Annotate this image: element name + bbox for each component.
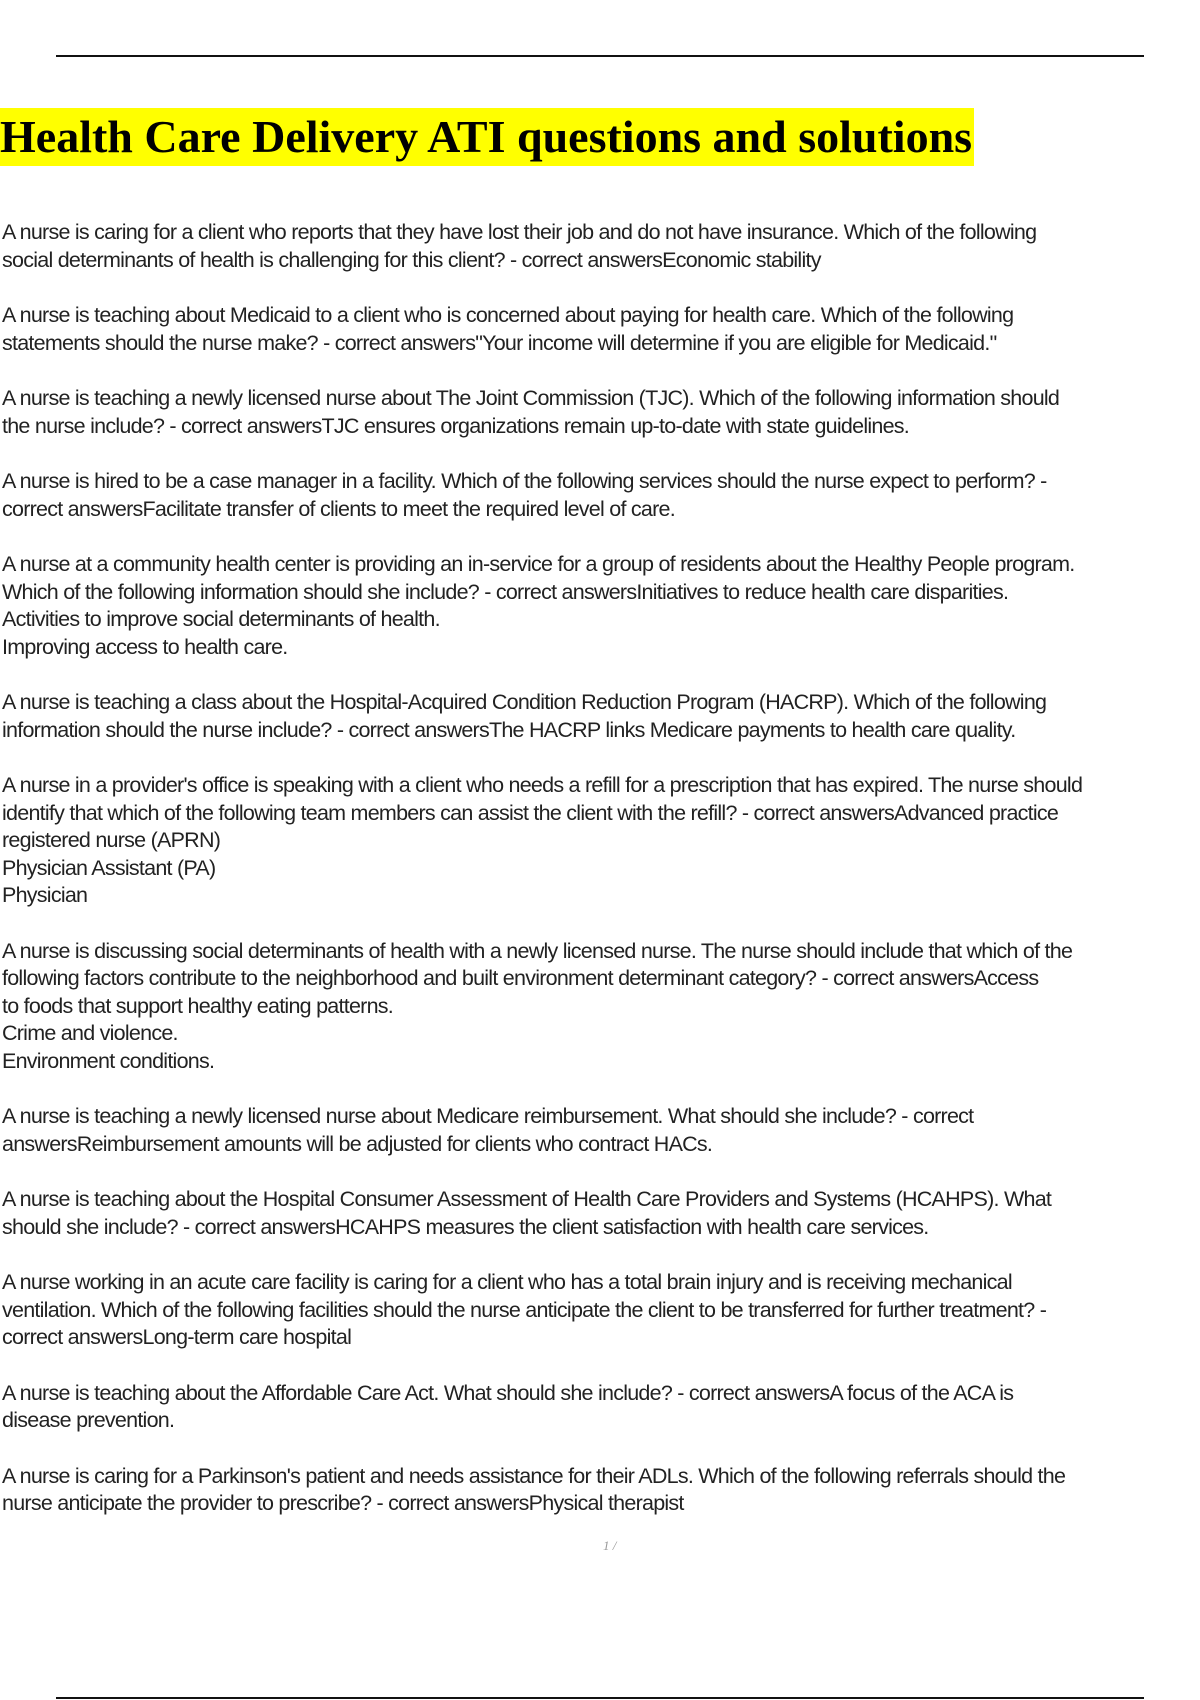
qa-entry bbox=[2, 468, 1198, 523]
qa-text-line: A nurse is caring for a client who reports that they have lost their job and do not have insurance. Which of the following bbox=[2, 220, 1037, 244]
qa-text-line: identify that which of the following team members can assist the client with the refill? - correct answersAdvanced practice bbox=[2, 800, 1059, 825]
qa-entry bbox=[2, 938, 1198, 1076]
qa-text-line: A nurse is teaching a newly licensed nurse about The Joint Commission (TJC). Which of the following information should bbox=[2, 386, 1060, 410]
qa-text-line: A nurse is hired to be a case manager in a facility. Which of the following services should the nurse expect to perform? - bbox=[2, 469, 1047, 493]
qa-entry bbox=[2, 551, 1198, 661]
qa-text-line: Improving access to health care. bbox=[2, 634, 288, 659]
qa-text-line: correct answersFacilitate transfer of clients to meet the required level of care. bbox=[2, 496, 675, 521]
qa-entry bbox=[2, 689, 1198, 744]
qa-text-line: A nurse is discussing social determinants of health with a newly licensed nurse. The nurse should include that which of the bbox=[2, 938, 1073, 963]
qa-text-line: Physician Assistant (PA) bbox=[2, 855, 216, 880]
qa-text-line: following factors contribute to the neighborhood and built environment determinant category? - correct answersAccess bbox=[2, 966, 1039, 990]
qa-text-line: social determinants of health is challenging for this client? - correct answersEconomic stability bbox=[2, 247, 821, 272]
qa-text-line: Environment conditions. bbox=[2, 1048, 215, 1073]
qa-text-line: A nurse in a provider's office is speaking with a client who needs a refill for a prescription that has expired. The nurse should bbox=[2, 773, 1083, 797]
qa-text-line: A nurse is caring for a Parkinson's patient and needs assistance for their ADLs. Which of the following referrals should the bbox=[2, 1463, 1066, 1488]
header-rule bbox=[56, 55, 1144, 57]
qa-list bbox=[2, 219, 1198, 1546]
qa-text-line: disease prevention. bbox=[2, 1408, 175, 1432]
qa-text-line: Crime and violence. bbox=[2, 1021, 178, 1045]
qa-text-line: A nurse is teaching about Medicaid to a client who is concerned about paying for health care. Which of the following bbox=[2, 303, 1014, 327]
qa-text-line: Physician bbox=[2, 883, 88, 907]
qa-entry bbox=[2, 1463, 1198, 1518]
qa-text-line: answersReimbursement amounts will be adjusted for clients who contract HACs. bbox=[2, 1131, 713, 1156]
qa-text-line: Which of the following information should she include? - correct answersInitiatives to reduce health care disparities. bbox=[2, 579, 1009, 604]
qa-entry bbox=[2, 1269, 1198, 1352]
qa-text-line: statements should the nurse make? - correct answers"Your income will determine if you are eligible for Medicaid." bbox=[2, 330, 997, 355]
qa-entry bbox=[2, 1103, 1198, 1158]
footer-rule bbox=[56, 1697, 1144, 1699]
qa-text-line: registered nurse (APRN) bbox=[2, 828, 221, 852]
qa-text-line: correct answersLong-term care hospital bbox=[2, 1325, 352, 1349]
qa-text-line: A nurse is teaching a class about the Hospital-Acquired Condition Reduction Program (HACRP). Which of the following bbox=[2, 690, 1047, 714]
qa-text-line: A nurse is teaching about the Hospital Consumer Assessment of Health Care Providers and Systems (HCAHPS). What bbox=[2, 1187, 1052, 1211]
document-title: Health Care Delivery ATI questions and solutions bbox=[0, 108, 974, 166]
qa-text-line: to foods that support healthy eating patterns. bbox=[2, 993, 394, 1018]
qa-text-line: ventilation. Which of the following facilities should the nurse anticipate the client to be transferred for further treatment? - bbox=[2, 1297, 1047, 1322]
qa-entry bbox=[2, 772, 1198, 910]
qa-text-line: the nurse include? - correct answersTJC ensures organizations remain up-to-date with state guidelines. bbox=[2, 413, 910, 438]
qa-text-line: Activities to improve social determinants of health. bbox=[2, 607, 440, 631]
page-number: 1 / bbox=[603, 1538, 617, 1553]
qa-entry bbox=[2, 385, 1198, 440]
qa-entry bbox=[2, 1186, 1198, 1241]
qa-text-line: A nurse is teaching a newly licensed nurse about Medicare reimbursement. What should she include? - correct bbox=[2, 1104, 974, 1128]
qa-text-line: A nurse is teaching about the Affordable Care Act. What should she include? - correct answersA focus of the ACA is bbox=[2, 1380, 1014, 1405]
qa-entry bbox=[2, 302, 1198, 357]
qa-text-line: A nurse working in an acute care facility is caring for a client who has a total brain injury and is receiving mechanical bbox=[2, 1270, 1012, 1294]
qa-text-line: A nurse at a community health center is providing an in-service for a group of residents about the Healthy People program. bbox=[2, 552, 1075, 576]
qa-entry bbox=[2, 219, 1198, 274]
qa-text-line: nurse anticipate the provider to prescribe? - correct answersPhysical therapist bbox=[2, 1491, 684, 1515]
qa-text-line: should she include? - correct answersHCAHPS measures the client satisfaction with health care services. bbox=[2, 1214, 929, 1239]
qa-text-line: information should the nurse include? - correct answersThe HACRP links Medicare payments to health care quality. bbox=[2, 717, 1016, 742]
qa-entry bbox=[2, 1380, 1198, 1435]
